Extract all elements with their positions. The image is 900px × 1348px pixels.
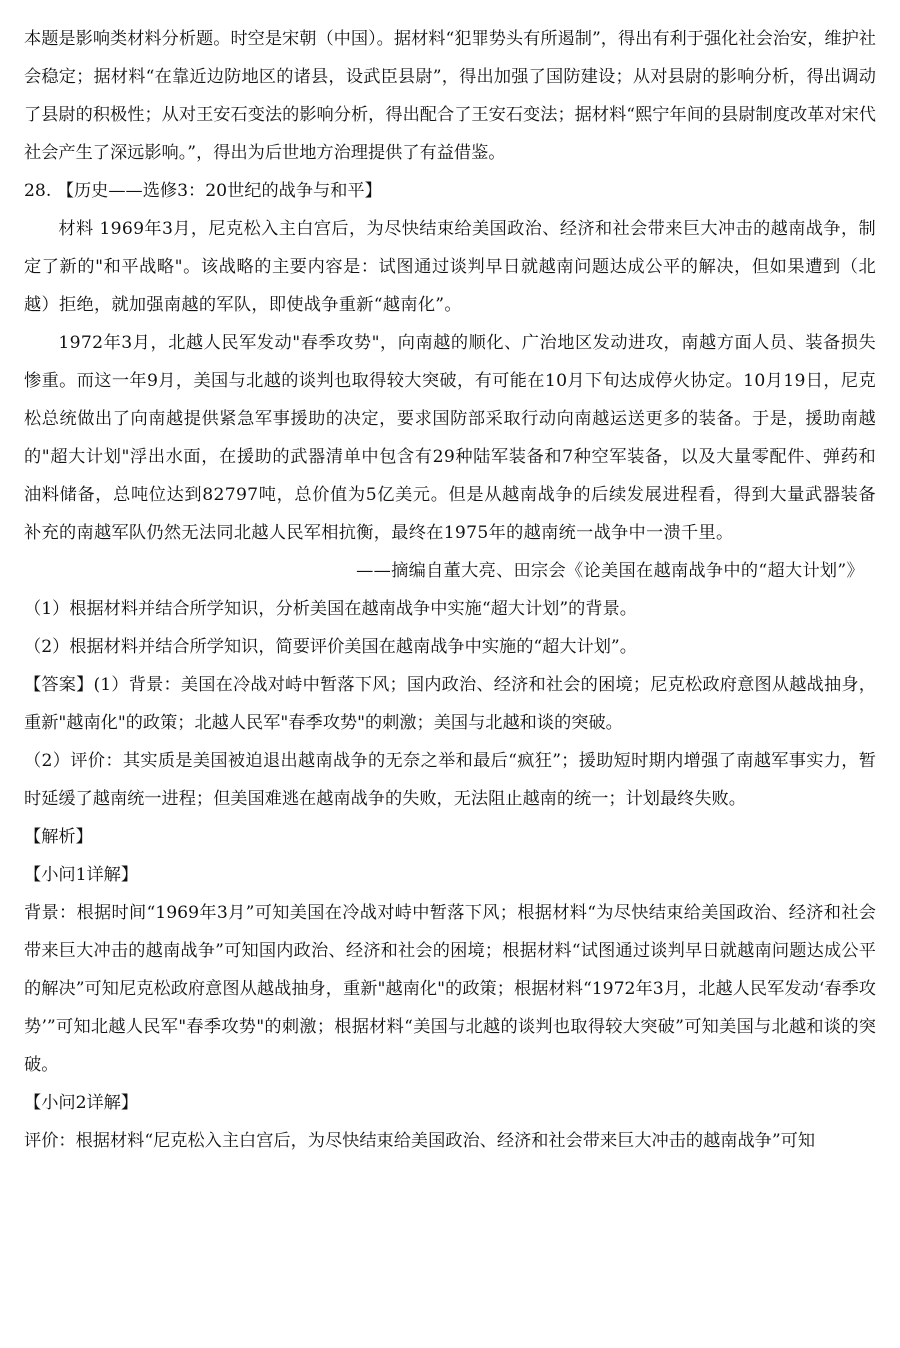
material-source: ——摘编自董大亮、田宗会《论美国在越南战争中的“超大计划”》 [356,561,864,581]
analysis-q2-heading: 【小问2详解】 [24,1093,139,1113]
intro-paragraph: 本题是影响类材料分析题。时空是宋朝（中国）。据材料“犯罪势头有所遏制”，得出有利于强化社会治安，维护社会稳定；据材料“在靠近边防地区的诸县，设武臣县尉”，得出加强了国防建设；从对县尉的影响分析，得出调动了县尉的积极性；从对王安石变法的影响分析，得出配合了王安石变法；据材料“熙宁年间的县尉制度改革对宋代社会产生了深远影响。”，得出为后世地方治理提供了有益借鉴。 [24,29,876,163]
question-title: 28. 【历史——选修3：20世纪的战争与和平】 [24,181,382,201]
answer-part-1: 【答案】(1）背景：美国在冷战对峙中暂落下风；国内政治、经济和社会的困境；尼克松政府意图从越战抽身，重新"越南化"的政策；北越人民军"春季攻势"的刺激；美国与北越和谈的突破。 [24,675,876,733]
sub-question-1: （1）根据材料并结合所学知识，分析美国在越南战争中实施“超大计划”的背景。 [24,599,637,619]
analysis-label: 【解析】 [24,827,93,847]
analysis-q1-text: 背景：根据时间“1969年3月”可知美国在冷战对峙中暂落下风；根据材料“为尽快结束给美国政治、经济和社会带来巨大冲击的越南战争”可知国内政治、经济和社会的困境；根据材料“试图通过谈判早日就越南问题达成公平的解决”可知尼克松政府意图从越战抽身，重新"越南化"的政策；根据材料“1972年3月，北越人民军发动‘春季攻势’”可知北越人民军"春季攻势"的刺激；根据材料“美国与北越的谈判也取得较大突破”可知美国与北越和谈的突破。 [24,903,876,1075]
analysis-q1-heading: 【小问1详解】 [24,865,139,885]
analysis-q2-text: 评价：根据材料“尼克松入主白宫后，为尽快结束给美国政治、经济和社会带来巨大冲击的越南战争”可知 [24,1131,816,1151]
sub-question-2: （2）根据材料并结合所学知识，简要评价美国在越南战争中实施的“超大计划”。 [24,637,637,657]
material-paragraph-1: 材料 1969年3月，尼克松入主白宫后，为尽快结束给美国政治、经济和社会带来巨大冲击的越南战争，制定了新的"和平战略"。该战略的主要内容是：试图通过谈判早日就越南问题达成公平的解决，但如果遭到（北越）拒绝，就加强南越的军队，即使战争重新“越南化”。 [24,219,876,315]
answer-part-2: （2）评价：其实质是美国被迫退出越南战争的无奈之举和最后“疯狂”；援助短时期内增强了南越军事实力，暂时延缓了越南统一进程；但美国难逃在越南战争的失败，无法阻止越南的统一；计划最终失败。 [24,751,876,809]
material-paragraph-2: 1972年3月，北越人民军发动"春季攻势"，向南越的顺化、广治地区发动进攻，南越方面人员、装备损失惨重。而这一年9月，美国与北越的谈判也取得较大突破，有可能在10月下旬达成停火协定。10月19日，尼克松总统做出了向南越提供紧急军事援助的决定，要求国防部采取行动向南越运送更多的装备。于是，援助南越的"超大计划"浮出水面，在援助的武器清单中包含有29种陆军装备和7种空军装备，以及大量零配件、弹药和油料储备，总吨位达到82797吨，总价值为5亿美元。但是从越南战争的后续发展进程看，得到大量武器装备补充的南越军队仍然无法同北越人民军相抗衡，最终在1975年的越南统一战争中一溃千里。 [24,333,876,543]
